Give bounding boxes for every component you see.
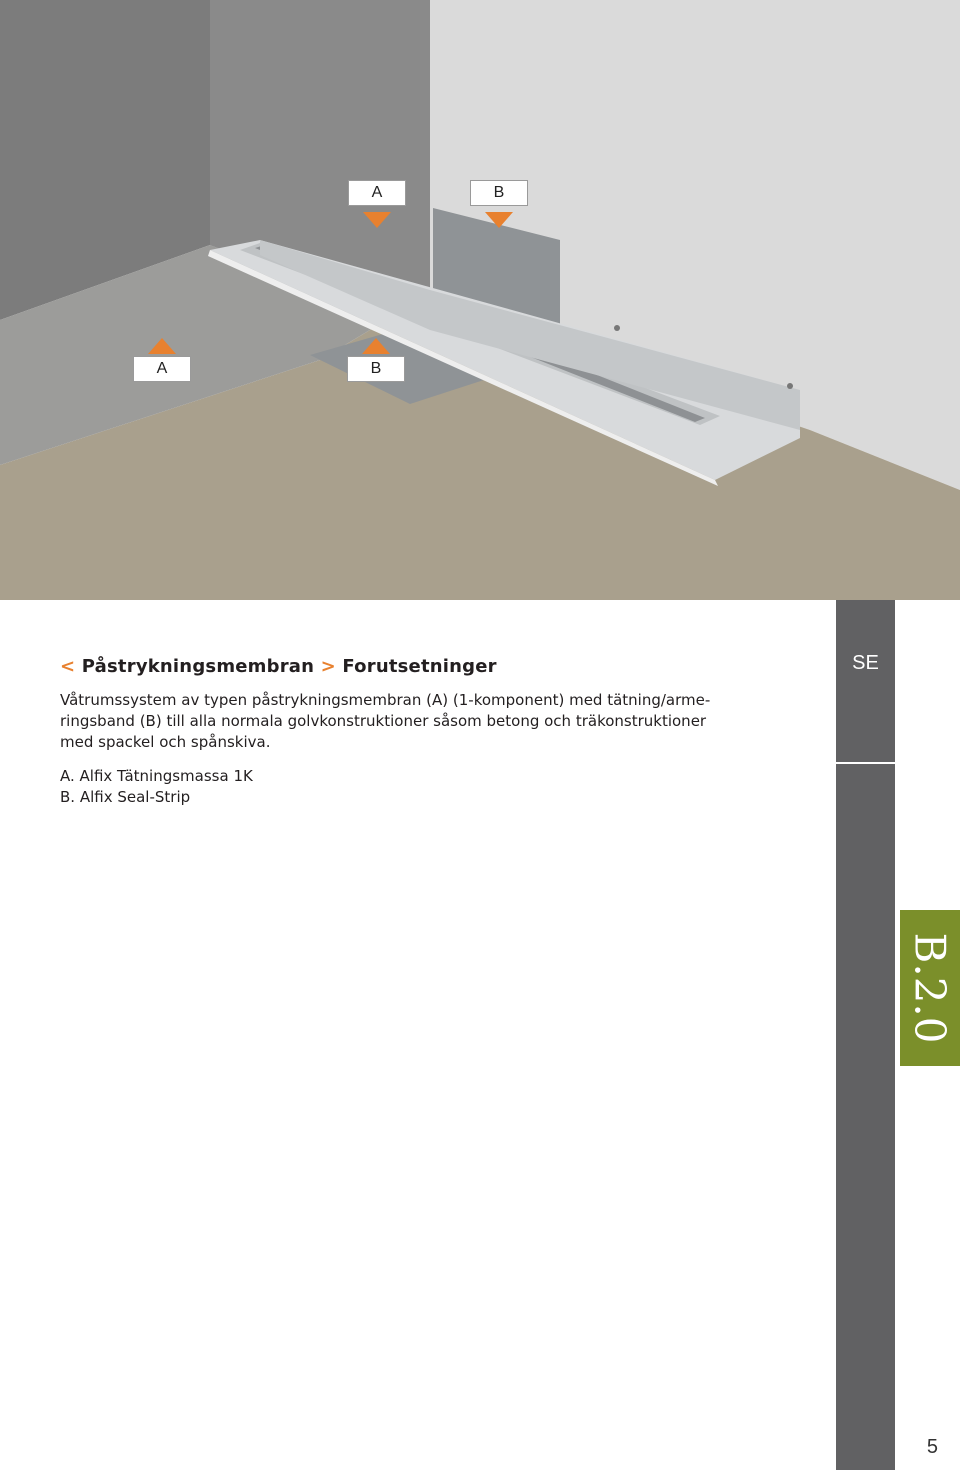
side-divider <box>836 762 895 764</box>
body-paragraph <box>60 690 790 753</box>
callout-b-top: B <box>470 180 528 206</box>
language-code: SE <box>852 652 879 674</box>
body-line: med spackel och spånskiva. <box>60 733 271 751</box>
section-code: B.2.0 <box>905 932 955 1044</box>
list-item: A. Alfix Tätningsmassa 1K <box>60 767 253 785</box>
callout-a-floor: A <box>133 356 191 382</box>
heading-lt: < <box>60 656 76 677</box>
body-line: ringsband (B) till alla normala golvkonstruktioner såsom betong och träkonstruktioner <box>60 712 707 730</box>
heading-subtitle: Forutsetninger <box>342 656 497 677</box>
list-item: B. Alfix Seal-Strip <box>60 788 191 806</box>
product-list <box>60 766 253 808</box>
arrow-up-icon <box>148 338 176 354</box>
page-number: 5 <box>926 1436 938 1458</box>
body-line: Våtrumssystem av typen påstrykningsmembran (A) (1-komponent) med tätning/arme- <box>60 691 711 709</box>
side-bar <box>836 600 895 1470</box>
heading-gt: > <box>320 656 336 677</box>
callout-a-top: A <box>348 180 406 206</box>
arrow-down-icon <box>363 212 391 228</box>
installation-illustration <box>0 0 960 600</box>
arrow-up-icon <box>362 338 390 354</box>
callout-b-floor: B <box>347 356 405 382</box>
heading-title: Påstrykningsmembran <box>81 656 315 677</box>
arrow-down-icon <box>485 212 513 228</box>
section-heading <box>60 656 497 677</box>
